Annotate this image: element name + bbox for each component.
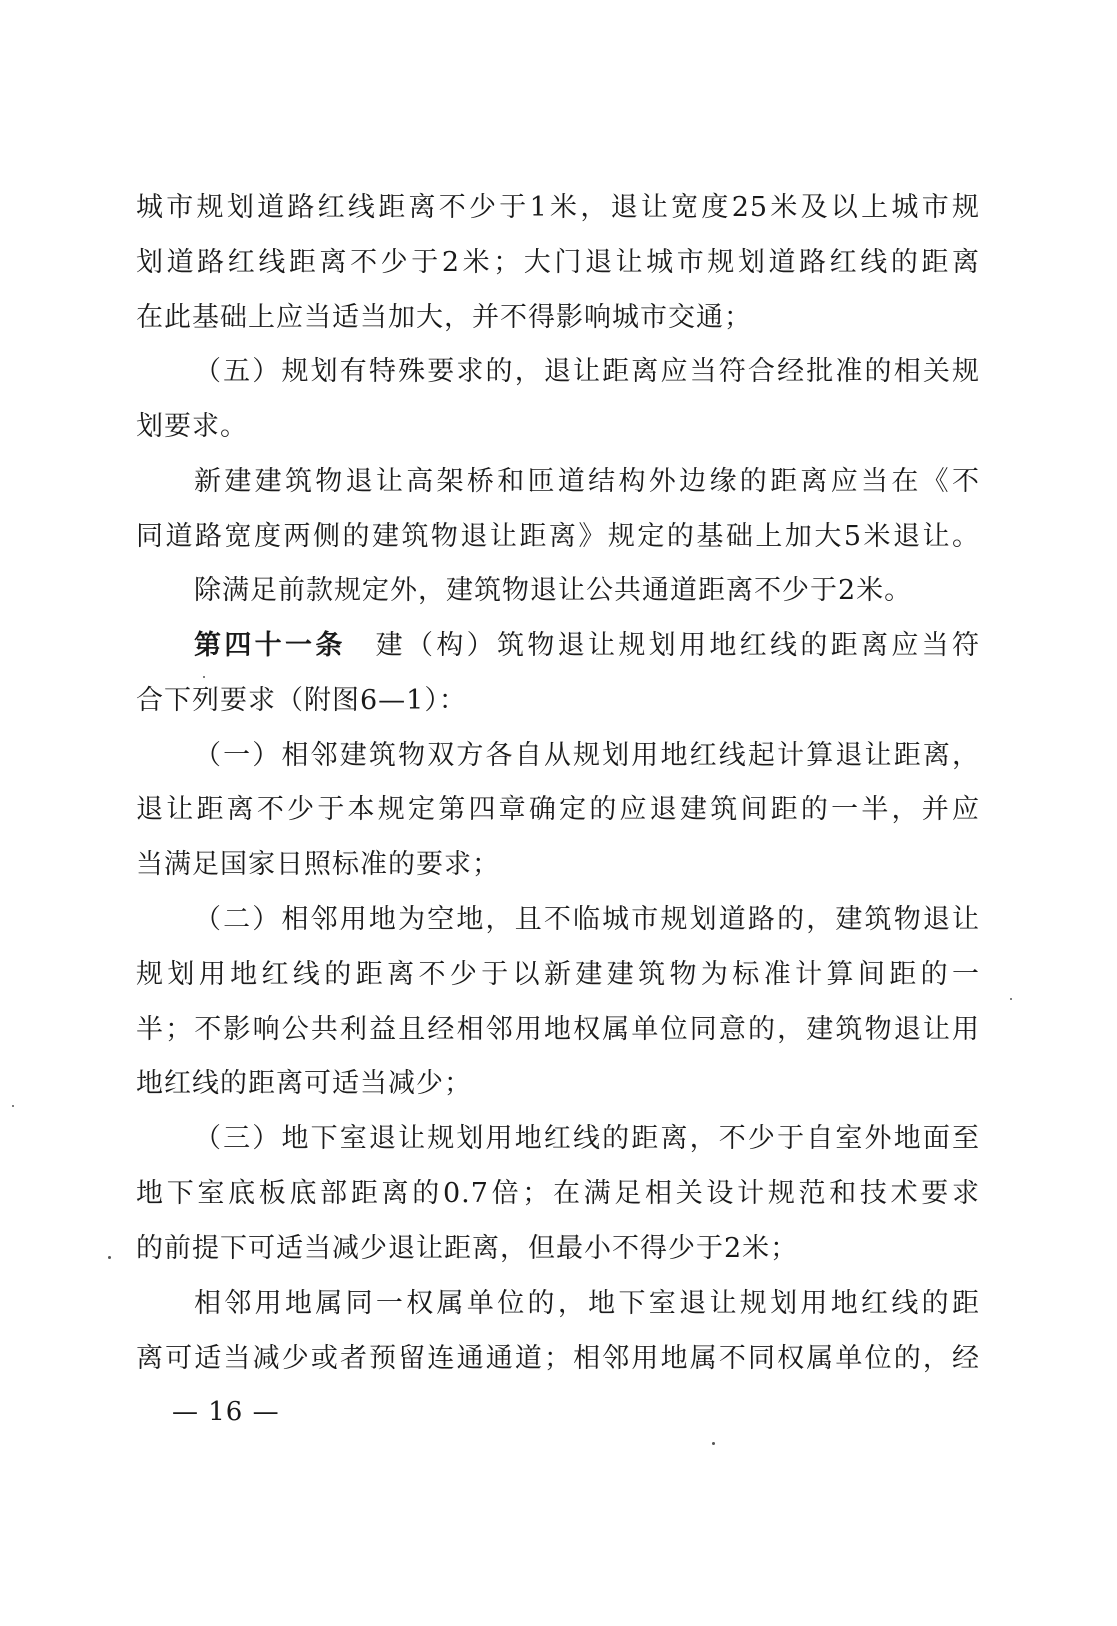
scan-speck (203, 676, 205, 678)
text-line-1: 城市规划道路红线距离不少于1米，退让宽度25米及以上城市规 (136, 192, 980, 223)
text-line-20: 的前提下可适当减少退让距离，但最小不得少于2米； (136, 1233, 799, 1264)
article-41-line (194, 624, 980, 668)
text-line-10: 合下列要求（附图6—1）： (136, 685, 467, 716)
scan-speck (108, 1256, 111, 1259)
text-line-7: 同道路宽度两侧的建筑物退让距离》规定的基础上加大5米退让。 (136, 521, 980, 552)
text-line-16: 半；不影响公共利益且经相邻用地权属单位同意的，建筑物退让用 (136, 1014, 980, 1045)
text-line-17: 地红线的距离可适当减少； (136, 1068, 472, 1099)
text-line-5: 划要求。 (136, 411, 248, 442)
scan-speck (12, 1105, 14, 1107)
text-line-4: （五）规划有特殊要求的，退让距离应当符合经批准的相关规 (194, 356, 980, 387)
page-number: — 16 — (172, 1397, 280, 1427)
text-line-21: 相邻用地属同一权属单位的，地下室退让规划用地红线的距 (194, 1288, 980, 1319)
text-line-6: 新建建筑物退让高架桥和匝道结构外边缘的距离应当在《不 (194, 466, 980, 497)
text-line-3: 在此基础上应当适当加大，并不得影响城市交通； (136, 302, 752, 333)
text-line-2: 划道路红线距离不少于2米；大门退让城市规划道路红线的距离 (136, 247, 980, 278)
text-line-14: （二）相邻用地为空地，且不临城市规划道路的，建筑物退让 (194, 904, 980, 935)
article-heading: 第四十一条 (194, 630, 346, 661)
text-line-15: 规划用地红线的距离不少于以新建建筑物为标准计算间距的一 (136, 959, 980, 990)
text-line-8: 除满足前款规定外，建筑物退让公共通道距离不少于2米。 (194, 575, 913, 606)
text-line-11: （一）相邻建筑物双方各自从规划用地红线起计算退让距离， (194, 740, 980, 771)
scan-speck (1010, 998, 1012, 1000)
article-41-text: 建（构）筑物退让规划用地红线的距离应当符 (375, 630, 981, 661)
text-line-13: 当满足国家日照标准的要求； (136, 849, 500, 880)
text-line-22: 离可适当减少或者预留连通通道；相邻用地属不同权属单位的，经 (136, 1343, 980, 1374)
text-line-18: （三）地下室退让规划用地红线的距离，不少于自室外地面至 (194, 1123, 980, 1154)
scan-speck (712, 1442, 715, 1445)
text-line-12: 退让距离不少于本规定第四章确定的应退建筑间距的一半，并应 (136, 794, 980, 825)
text-line-19: 地下室底板底部距离的0.7倍；在满足相关设计规范和技术要求 (136, 1178, 980, 1209)
